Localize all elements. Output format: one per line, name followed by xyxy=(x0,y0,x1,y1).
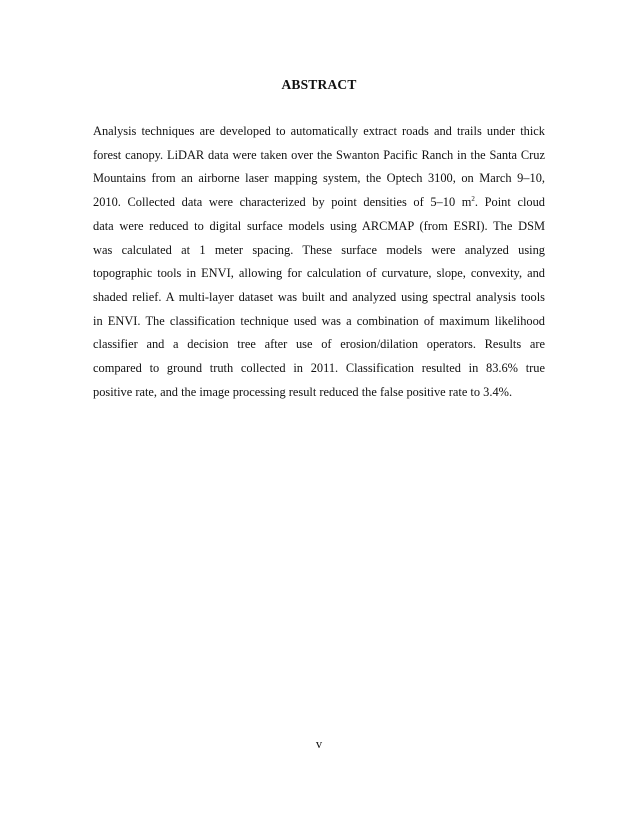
page-number: v xyxy=(315,737,323,751)
superscript-two: 2 xyxy=(471,194,475,203)
paragraph-line-12: positive rate, and the image processing result reduced the false positive rate to 3.4%. xyxy=(93,384,513,399)
paragraph-line-4-text: 2010. Collected data were characterized by point densities of 5–10 m xyxy=(93,195,472,210)
paragraph-line-2: forest canopy. LiDAR data were taken over the Swanton Pacific Ranch in the Santa Cruz xyxy=(93,147,545,162)
paragraph-line-4 xyxy=(93,191,545,215)
paragraph-line-7: topographic tools in ENVI, allowing for calculation of curvature, slope, convexity, and xyxy=(93,266,545,281)
paragraph-line-1: Analysis techniques are developed to automatically extract roads and trails under thick xyxy=(93,124,545,138)
paragraph-line-3: Mountains from an airborne laser mapping system, the Optech 3100, on March 9–10, xyxy=(93,171,545,186)
paragraph-line-5: data were reduced to digital surface models using ARCMAP (from ESRI). The DSM xyxy=(93,218,545,233)
paragraph-line-6: was calculated at 1 meter spacing. These surface models were analyzed using xyxy=(93,242,545,257)
paragraph-line-10: classifier and a decision tree after use of erosion/dilation operators. Results are xyxy=(93,337,545,352)
paragraph-line-8: shaded relief. A multi-layer dataset was built and analyzed using spectral analysis tools xyxy=(93,289,545,304)
paragraph-line-4-tail: . Point cloud xyxy=(474,195,545,210)
paragraph-line-11: compared to ground truth collected in 2011. Classification resulted in 83.6% true xyxy=(93,361,545,376)
abstract-paragraph xyxy=(93,120,545,404)
paragraph-line-9: in ENVI. The classification technique used was a combination of maximum likelihood xyxy=(93,313,545,328)
abstract-heading: ABSTRACT xyxy=(281,77,357,92)
